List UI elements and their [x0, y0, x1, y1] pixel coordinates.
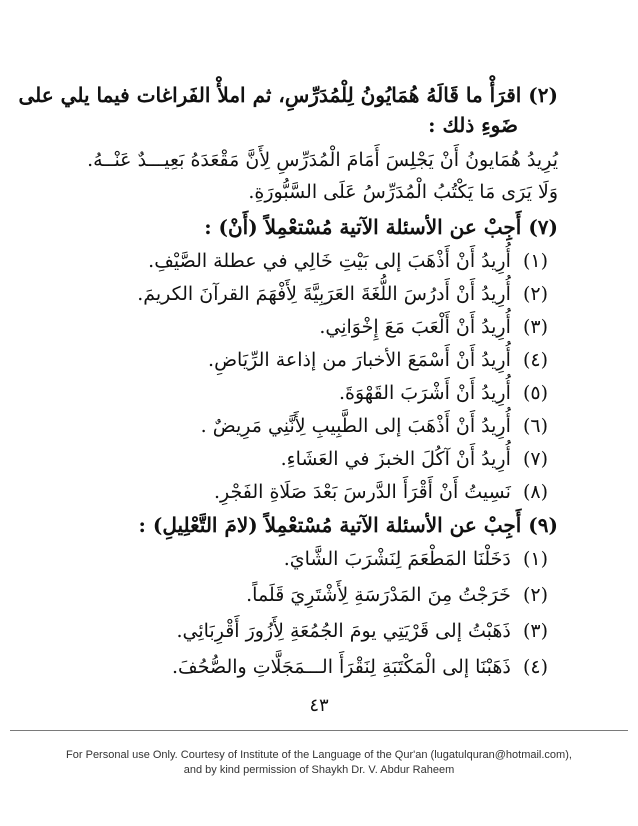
section2-heading-line2: ضَوءِ ذلك :: [428, 113, 518, 137]
item-text: أُرِيدُ أَنْ أَذْهَبَ إلى بَيْتِ خَالِي في عطلة الصَّيْفِ.: [148, 250, 511, 272]
footer-divider: [10, 730, 628, 731]
item-number: (٤): [522, 656, 548, 678]
list-item: [281, 444, 548, 474]
item-text: ذَهَبْنَا إلى الْمَكْتَبَةِ لِنَقْرَأَ الـــمَجَلَّاتِ والصُّحُفَ.: [172, 656, 511, 678]
item-number: (٥): [522, 382, 548, 404]
item-text: خَرَجْتُ مِنَ المَدْرَسَةِ لِأَشْتَرِيَ قَلَماً.: [246, 584, 511, 606]
list-item: [214, 477, 548, 507]
list-item: [208, 345, 548, 375]
list-item: [148, 246, 548, 276]
section7-heading: (٧) أَجِبْ عن الأسئلة الآتية مُسْتعْمِلاً (أَنْ) :: [204, 215, 558, 239]
item-text: نَسِيتُ أَنْ أَقْرَأَ الدَّرسَ بَعْدَ صَلَاةِ الفَجْرِ.: [213, 481, 511, 503]
item-text: أُرِيدُ أَنْ أَشْرَبَ القَهْوَةَ.: [339, 382, 511, 404]
footer-line2: and by kind permission of Shaykh Dr. V. Abdur Raheem: [183, 764, 455, 776]
page-number: ٤٣: [309, 695, 329, 716]
section2-text-line2: وَلَا يَرَى مَا يَكْتُبُ الْمُدَرِّسُ عَلَى السَّبُّورَةِ.: [248, 181, 558, 203]
list-item: [284, 544, 548, 574]
item-text: أُرِيدُ أَنْ آكُلَ الخبزَ في العَشَاءِ.: [280, 448, 511, 470]
section2-heading-line1: (٢) اقرَأْ ما قَالَهُ هُمَايُونُ لِلْمُدَرِّسِ، ثم املأْ الفَراغات فيما يلي على: [18, 83, 558, 107]
item-text: أُرِيدُ أَنْ أَدرُسَ اللُّغَةَ العَرَبِيَّةَ لِأَفْهَمَ القرآنَ الكريمَ.: [137, 283, 511, 305]
item-text: أُرِيدُ أَنْ أَذْهَبَ إلى الطَّبِيبِ لِأَنَّنِي مَرِيضٌ .: [200, 415, 511, 437]
list-item: [172, 652, 548, 682]
item-text: أُرِيدُ أَنْ أَسْمَعَ الأخبارَ من إذاعة الرِّيَاضِ.: [208, 349, 511, 371]
item-number: (٦): [522, 415, 548, 437]
section2-text-line1: يُرِيدُ هُمَايونُ أَنْ يَجْلِسَ أَمَامَ الْمُدَرِّسِ لِأَنَّ مَقْعَدَهُ بَعِيـــدٌ عَنْــهُ.: [87, 149, 558, 171]
item-number: (٢): [522, 283, 548, 305]
list-item: [339, 378, 548, 408]
item-number: (٧): [522, 448, 548, 470]
list-item: [201, 411, 548, 441]
item-text: أُرِيدُ أَنْ أَلْعَبَ مَعَ إِخْوَانِي.: [319, 316, 511, 338]
item-number: (٨): [522, 481, 548, 503]
item-text: ذَهَبْتُ إلى قَرْيَتِي يومَ الجُمُعَةِ لِأَزُورَ أَقْرِبَائِي.: [176, 620, 511, 642]
list-item: [246, 580, 548, 610]
list-item: [319, 312, 548, 342]
item-number: (٣): [522, 316, 548, 338]
list-item: [176, 616, 548, 646]
item-text: دَخَلْنَا المَطْعَمَ لِنَشْرَبَ الشَّايَ.: [283, 548, 511, 570]
item-number: (٢): [522, 584, 548, 606]
item-number: (٤): [522, 349, 548, 371]
list-item: [137, 279, 548, 309]
footer-line1: For Personal use Only. Courtesy of Institute of the Language of the Qur'an (lugatulquran@hotmail.com),: [66, 749, 572, 761]
item-number: (١): [522, 250, 548, 272]
item-number: (١): [522, 548, 548, 570]
section9-heading: (٩) أَجِبْ عن الأسئلة الآتية مُسْتعْمِلاً (لامَ التَّعْلِيلِ) :: [138, 513, 558, 537]
item-number: (٣): [522, 620, 548, 642]
